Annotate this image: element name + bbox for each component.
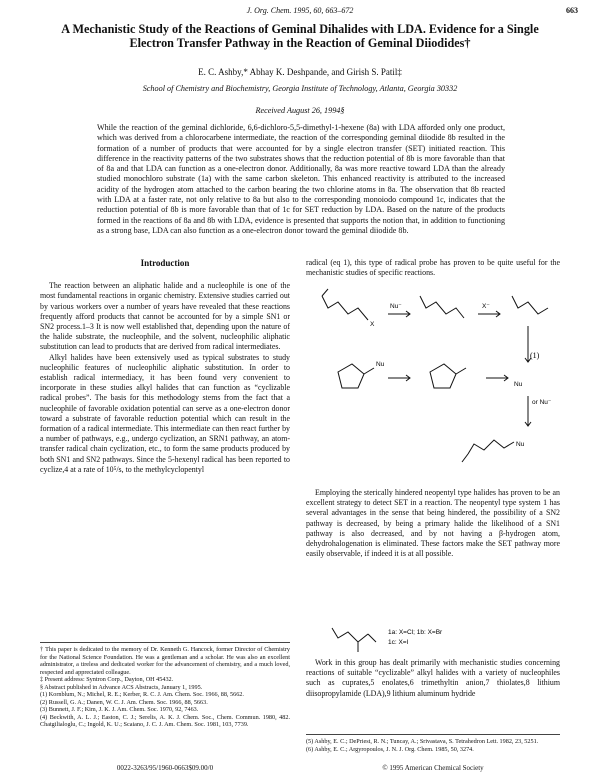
- right-paragraph-1: radical (eq 1), this type of radical probe has proven to be quite useful for the mechanistic studies of specific reactions.: [306, 258, 560, 278]
- compound-1-structure: [328, 620, 528, 656]
- footnotes-right: [306, 734, 560, 753]
- right-paragraph-3: Work in this group has dealt primarily with mechanistic studies concerning reactions of suitable “cyclizable” alkyl halides with a variety of nucleophiles such as cuprates,5 enolates,6 trimethyltin anion,7 thiolates,8 lithium diisopropylamide (LDA),9 lithium aluminum hydride: [306, 658, 560, 698]
- reference-2: (2) Russell, G. A.; Danen, W. C. J. Am. Chem. Soc. 1966, 88, 5663.: [40, 698, 208, 706]
- compound-label-1c: 1c: X=I: [388, 639, 409, 646]
- hexenyl-nu-chain: [468, 440, 514, 454]
- article-title: A Mechanistic Study of the Reactions of Geminal Dihalides with LDA. Evidence for a Single Electron Transfer Pathway in the Reaction of Geminal Diiodides†: [61, 22, 539, 50]
- intro-paragraph-1: The reaction between an aliphatic halide and a nucleophile is one of the most fundamental reactions in organic chemistry. Extensive studies carried out by various workers over a number of years have revealed that these reactions frequently afford products that cannot be accounted for by a simple SN1 or SN2 process.1–3 It is now well established that, depending upon the nature of the halide substrate, the nucleophile, and the solvent, nucleophilic aliphatic substitution can lead to products that are derived from radical intermediates.: [40, 281, 290, 352]
- right-paragraph-2: Employing the sterically hindered neopentyl type halides has proven to be an excellent strategy to detect SET in a reaction. The neopentyl type system 1 has several advantages in the sense that being hindered, the possibility of a SN2 pathway is decreased, by being a primary halide the likelihood of a SN1 pathway is also decreased, and by not having a β-hydrogen atom, dehydrohalogenation is eliminated. These factors make the SET pathway more easily observable, if indeed it is at all possible.: [306, 488, 560, 559]
- intro-paragraph-2: Alkyl halides have been extensively used as typical substrates to study nucleophilic features of nucleophilic aliphatic substitution. In order to establish radical intermediacy, it has been found very convenient to incorporate in these studies alkyl halides that can function as “cyclizable radical probes”. The basis for this methodology stems from the fact that a nucleophile of favorable oxidation potential can serve as a one-electron donor toward a substrate of favorable reduction potential which can result in the formation of a radical intermediate. This intermediate can then react further by a number of pathways, e.g., undergo cyclization, an SRN1 pathway, an atom-transfer radical chain cyclization, etc., to form the same products produced by both SN1 and SN2 pathways. Since the 5-hexenyl radical has been reported to cyclize,4 at a rate of 10⁵/s, to the methylcyclopentyl: [40, 352, 290, 474]
- author-list: E. C. Ashby,* Abhay K. Deshpande, and Girish S. Patil‡: [198, 67, 402, 77]
- scheme-label-x-anion: X⁻: [482, 303, 490, 310]
- footnote-present-address: ‡ Present address: Syntron Corp., Dayton, OH 45432.: [40, 676, 174, 683]
- abstract: While the reaction of the geminal dichloride, 6,6-dichloro-5,5-dimethyl-1-hexene (8a) with LDA afforded only one product, which was derived from a chlorocarbene intermediate, the reaction of the corresponding geminal diiodide 8b resulted in the formation of a number of products that were accounted for by a single electron transfer (SET) initiated reaction. This difference in the reactivity patterns of the two substrates shows that the reduction potential of 8b is more favorable than that of 8a and that LDA can function as a one-electron donor. Additionally, 8a was more reactive toward LDA than the already studied monochloro substrate (1a) with the same carbon skeleton. This enhanced reactivity is attributed to the increased acidity of the hydrogen atom attached to the carbon bearing the two chlorine atoms in 8a. The observation that 8b reacted with LDA at a faster rate, not only relative to 8a but also to the corresponding monoiodo compound 1c, indicates that the reduction potential of 8b is more favorable than that of 1c for SET reduction by LDA. Based on the nature of the products formed in the reactions of 8a and 8b with LDA, evidence is presented that supports the notion that, in addition to functioning as a strong base, LDA can also function as a one-electron donor toward the geminal diiodide 8b.: [97, 123, 505, 235]
- running-header: [0, 6, 600, 20]
- scheme-label-nu-anion: Nu⁻: [390, 303, 402, 310]
- equation-number: (1): [530, 351, 540, 360]
- affiliation: School of Chemistry and Biochemistry, Georgia Institute of Technology, Atlanta, Georgia 30332: [142, 84, 458, 93]
- cyclopentane-ring-2: [430, 364, 456, 388]
- left-column: [40, 258, 290, 475]
- scheme-label-nu-2: Nu: [514, 381, 523, 388]
- right-column-middle: [306, 488, 560, 559]
- journal-citation: J. Org. Chem. 1995, 60, 663–672: [246, 6, 354, 15]
- footnotes-left: [40, 642, 290, 729]
- scheme-label-nu-3: Nu: [516, 441, 525, 448]
- right-column-top: [306, 258, 560, 278]
- reference-3: (3) Bunnett, J. F.; Kim, J. K. J. Am. Chem. Soc. 1970, 92, 7463.: [40, 706, 199, 713]
- terminal-alkene-bond-2: [462, 454, 468, 462]
- footnote-dedication: † This paper is dedicated to the memory of Dr. Kenneth G. Hancock, former Director of Chemistry for the National Science Foundation. He was a gentleman and a scholar. He was also an excellent administrator, a tireless and dedicated worker for the advancement of chemistry, and a much loved, respected and appreciated colleague.: [40, 646, 290, 676]
- neopentyl-chain: [332, 628, 368, 642]
- footnote-abstract-published: § Abstract published in Advance ACS Abstracts, January 1, 1995.: [40, 683, 203, 691]
- reference-6: (6) Ashby, E. C.; Argyropoulos, J. N. J. Org. Chem. 1985, 50, 3274.: [306, 745, 474, 753]
- page-number: 663: [566, 6, 578, 15]
- radical-anion-chain: [420, 296, 464, 318]
- reference-5: (5) Ashby, E. C.; DePriest, R. N.; Tuncay, A.; Srivastava, S. Tetrahedron Lett. 1982, 23, 5251.: [306, 738, 539, 745]
- right-column-bottom: [306, 658, 560, 699]
- compound-labels-1ab: 1a: X=Cl; 1b: X=Br: [388, 629, 443, 636]
- reaction-scheme-1: [318, 286, 558, 476]
- cyclopentane-ring-1: [338, 364, 364, 388]
- hexenyl-radical-chain: [512, 296, 548, 314]
- scheme-label-nu-1: Nu: [376, 361, 385, 368]
- methyl-radical-bond: [456, 368, 466, 374]
- footer-copyright: © 1995 American Chemical Society: [382, 764, 484, 772]
- reference-4: (4) Beckwith, A. L. J.; Easton, C. J.; Serelis, A. K. J. Chem. Soc., Chem. Commun. 1980, 482. Chatgilialoglu, C.; Ingold, K. U.; Scaiano, J. C. J. Am. Chem. Soc. 1981, 103, 7739.: [40, 713, 290, 728]
- footer-doi: 0022-3263/95/1960-0663$09.00/0: [116, 764, 214, 772]
- methyl-nu-bond-1: [364, 368, 374, 374]
- reference-1: (1) Kornblum, N.; Michel, R. E.; Kerber, R. C. J. Am. Chem. Soc. 1966, 88, 5662.: [40, 691, 244, 698]
- terminal-alkene-bond: [322, 289, 328, 296]
- section-heading-introduction: Introduction: [140, 258, 190, 268]
- hexenyl-halide-chain: [322, 296, 368, 320]
- received-date: Received August 26, 1994§: [255, 106, 345, 115]
- scheme-label-x: X: [370, 321, 375, 328]
- scheme-label-or-nu: or Nu⁻: [532, 399, 552, 406]
- halide-bond: [368, 634, 376, 642]
